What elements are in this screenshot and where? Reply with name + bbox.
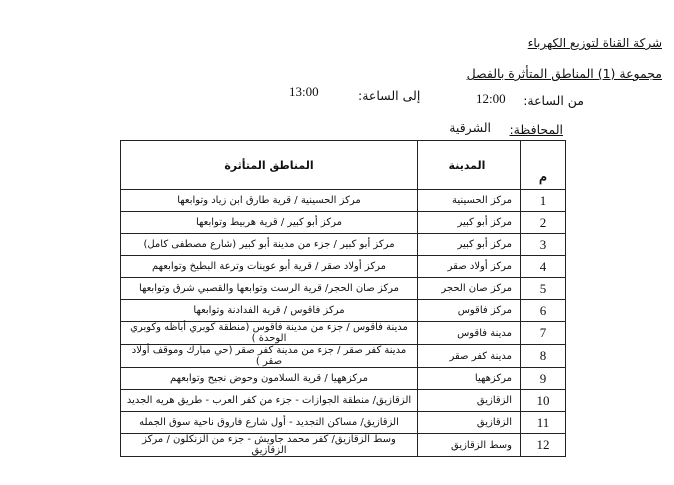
affected-areas-table	[120, 140, 566, 457]
row-areas: مركز الحسينية / قرية طارق ابن زياد وتوابعها	[121, 190, 418, 212]
row-city: مركز صان الحجر	[418, 278, 521, 300]
to-time-label: إلى الساعة:	[358, 88, 421, 103]
from-time-label: من الساعة:	[523, 93, 584, 108]
company-name: شركة القناة لتوزيع الكهرباء	[527, 36, 662, 50]
row-number: 9	[521, 368, 566, 390]
table-row	[121, 345, 566, 368]
table-row	[121, 234, 566, 256]
row-city: الزقازيق	[418, 390, 521, 412]
table-row	[121, 212, 566, 234]
table-row	[121, 434, 566, 457]
row-city: مركز أبو كبير	[418, 234, 521, 256]
table-row	[121, 390, 566, 412]
row-number: 10	[521, 390, 566, 412]
row-areas: وسط الزقازيق/ كفر محمد جاويش - جزء من الزنكلون / مركز الزقازيق	[121, 434, 418, 457]
table-row	[121, 278, 566, 300]
row-areas: مركز صان الحجر/ قرية الرست وتوابعها والقصبي شرق وتوابعها	[121, 278, 418, 300]
from-time-value: 12:00	[476, 91, 506, 106]
header-num: م	[521, 141, 566, 190]
row-number: 7	[521, 322, 566, 345]
governorate-label: المحافظة:	[509, 122, 563, 137]
row-number: 12	[521, 434, 566, 457]
header-areas: المناطق المتأثرة	[121, 141, 418, 190]
row-areas: مركز فاقوس / قرية الفدادنة وتوابعها	[121, 300, 418, 322]
row-city: مركز أبو كبير	[418, 212, 521, 234]
row-city: مركز أولاد صقر	[418, 256, 521, 278]
table-header-row	[121, 141, 566, 190]
row-number: 6	[521, 300, 566, 322]
group-title: مجموعة (1) المناطق المتأثرة بالفصل	[466, 66, 662, 81]
table-row	[121, 412, 566, 434]
to-time-value: 13:00	[289, 84, 319, 99]
row-number: 4	[521, 256, 566, 278]
row-areas: مركز أبو كبير / جزء من مدينة أبو كبير (شارع مصطفى كامل)	[121, 234, 418, 256]
row-areas: مدينة كفر صقر / جزء من مدينة كفر صقر (حي مبارك وموقف أولاد صقر )	[121, 345, 418, 368]
row-areas: الزقازيق/ منطقة الجوازات - جزء من كفر العرب - طريق هريه الجديد	[121, 390, 418, 412]
row-areas: مركزههيا / قرية السلامون وحوض نجيح وتوابعهم	[121, 368, 418, 390]
row-number: 11	[521, 412, 566, 434]
header-city: المدينة	[418, 141, 521, 190]
row-areas: الزقازيق/ مساكن التجديد - أول شارع فاروق ناحية سوق الجمله	[121, 412, 418, 434]
table-row	[121, 190, 566, 212]
row-number: 2	[521, 212, 566, 234]
row-city: مركزههيا	[418, 368, 521, 390]
table-row	[121, 256, 566, 278]
table-row	[121, 368, 566, 390]
row-city: مركز الحسينية	[418, 190, 521, 212]
row-city: مركز فاقوس	[418, 300, 521, 322]
row-number: 3	[521, 234, 566, 256]
row-number: 8	[521, 345, 566, 368]
row-city: مدينة كفر صقر	[418, 345, 521, 368]
row-number: 1	[521, 190, 566, 212]
row-areas: مركز أولاد صقر / قرية أبو عوينات وترعة البطيخ وتوابعهم	[121, 256, 418, 278]
table-row	[121, 322, 566, 345]
row-city: وسط الزقازيق	[418, 434, 521, 457]
row-number: 5	[521, 278, 566, 300]
row-city: الزقازيق	[418, 412, 521, 434]
row-city: مدينة فاقوس	[418, 322, 521, 345]
table-row	[121, 300, 566, 322]
row-areas: مدينة فاقوس / جزء من مدينة فاقوس (منطقة كوبري أباظه وكوبري الوحدة )	[121, 322, 418, 345]
governorate-value: الشرقية	[449, 120, 491, 135]
row-areas: مركز أبو كبير / قرية هربيط وتوابعها	[121, 212, 418, 234]
